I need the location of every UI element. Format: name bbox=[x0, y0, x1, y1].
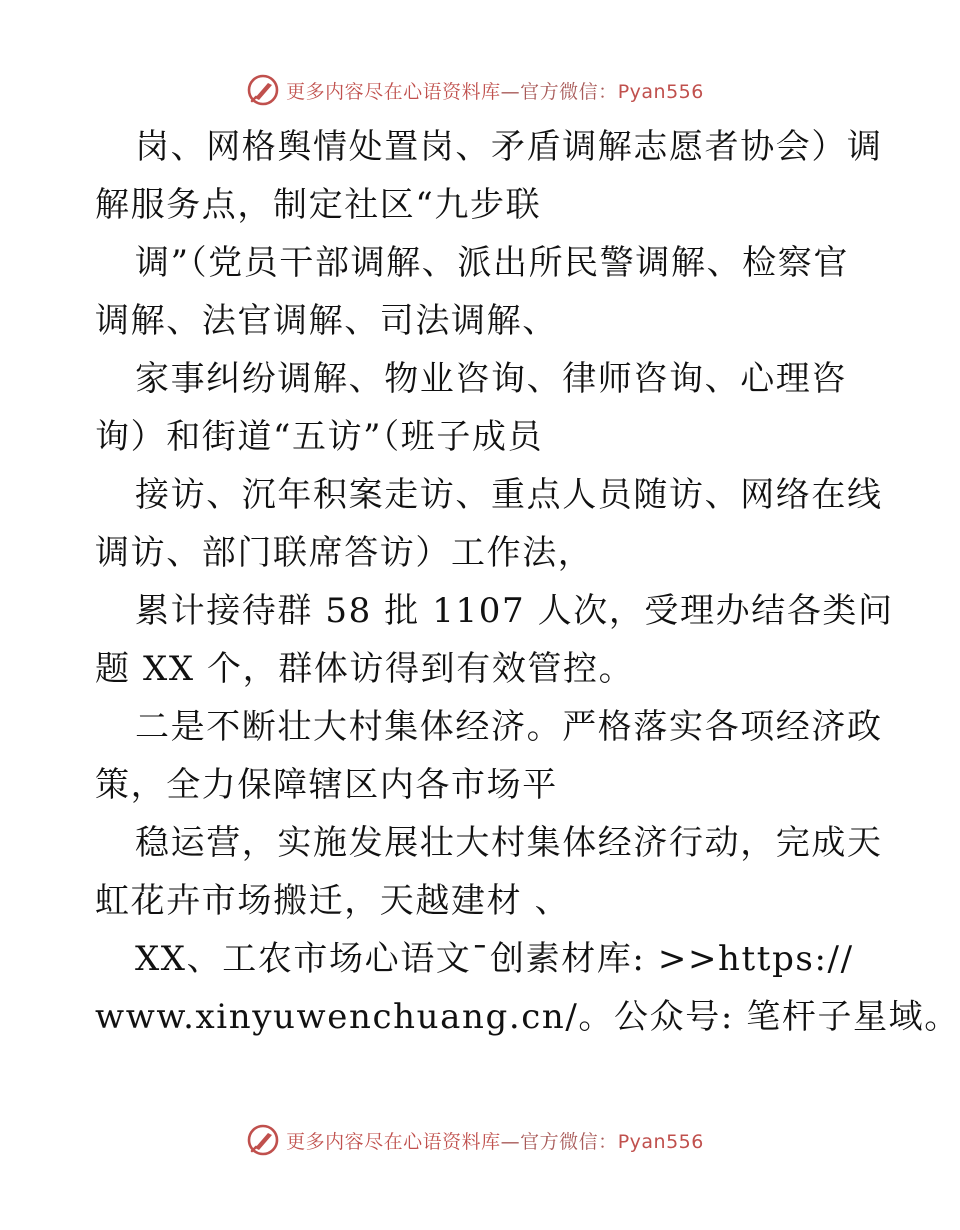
watermark-dash: — bbox=[500, 1130, 521, 1153]
watermark-text bbox=[286, 77, 704, 104]
text-line: 调解、法官调解、司法调解、 bbox=[95, 301, 558, 341]
text-line: 解服务点，制定社区“九步联 bbox=[95, 185, 542, 225]
text-line: 调”（党员干部调解、派出所民警调解、检察官 bbox=[135, 243, 849, 283]
watermark-account: Pyan556 bbox=[617, 80, 704, 103]
text-line: 家事纠纷调解、物业咨询、律师咨询、心理咨 bbox=[135, 359, 847, 399]
text-line: 接访、沉年积案走访、重点人员随访、网络在线 bbox=[135, 475, 883, 515]
text-line: 累计接待群 58 批 1107 人次，受理办结各类问 bbox=[135, 591, 894, 631]
text-line: 岗、网格舆情处置岗、矛盾调解志愿者协会）调 bbox=[135, 127, 883, 167]
document-body bbox=[95, 118, 960, 1046]
quill-logo-icon bbox=[246, 1123, 280, 1157]
watermark-official-label: 官方微信： bbox=[520, 1130, 618, 1153]
text-line: 策，全力保障辖区内各市场平 bbox=[95, 765, 558, 805]
watermark-main: 更多内容尽在心语资料库 bbox=[286, 80, 501, 103]
watermark-text bbox=[286, 1127, 704, 1154]
text-line: XX、工农市场心语文¯创素材库: >>https:// bbox=[135, 939, 854, 979]
text-line: 稳运营，实施发展壮大村集体经济行动，完成天 bbox=[135, 823, 883, 863]
text-line: 询）和街道“五访”（班子成员 bbox=[95, 417, 544, 457]
text-line: 虹花卉市场搬迁，天越建材 、 bbox=[95, 881, 571, 921]
quill-logo-icon bbox=[246, 73, 280, 107]
watermark-dash: — bbox=[500, 80, 521, 103]
text-line: 题 XX 个，群体访得到有效管控。 bbox=[95, 649, 635, 689]
header-watermark bbox=[0, 70, 950, 110]
watermark-main: 更多内容尽在心语资料库 bbox=[286, 1130, 501, 1153]
footer-watermark bbox=[0, 1120, 950, 1160]
watermark-official-label: 官方微信： bbox=[520, 80, 618, 103]
text-line: www.xinyuwenchuang.cn/。公众号: 笔杆子星域。 bbox=[95, 997, 960, 1037]
text-line: 调访、部门联席答访）工作法， bbox=[95, 533, 594, 573]
text-line: 二是不断壮大村集体经济。严格落实各项经济政 bbox=[135, 707, 883, 747]
watermark-account: Pyan556 bbox=[617, 1130, 704, 1153]
